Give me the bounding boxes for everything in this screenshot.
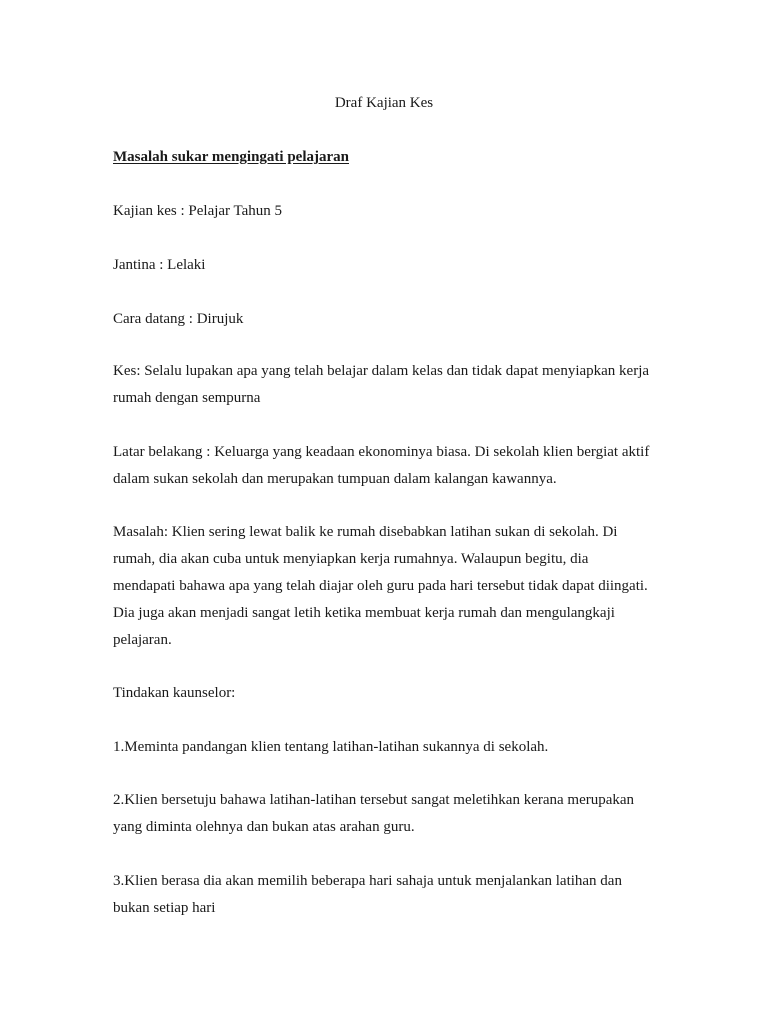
problem-line-2: rumah, dia akan cuba untuk menyiapkan kerja rumahnya. Walaupun begitu, dia (113, 551, 589, 567)
problem-line-5: pelajaran. (113, 632, 172, 648)
action-3-line-2: bukan setiap hari (113, 900, 216, 916)
document-title: Draf Kajian Kes (334, 95, 434, 111)
action-3-line-1: 3.Klien berasa dia akan memilih beberapa hari sahaja untuk menjalankan latihan dan (113, 873, 622, 889)
actions-heading: Tindakan kaunselor: (113, 685, 236, 701)
background-line-1: Latar belakang : Keluarga yang keadaan ekonominya biasa. Di sekolah klien bergiat aktif (113, 444, 650, 460)
background-line-2: dalam sukan sekolah dan merupakan tumpuan dalam kalangan kawannya. (113, 471, 557, 487)
action-2-line-2: yang diminta olehnya dan bukan atas arahan guru. (113, 819, 415, 835)
action-2-line-1: 2.Klien bersetuju bahawa latihan-latihan tersebut sangat meletihkan kerana merupakan (113, 792, 635, 808)
case-line-1: Kes: Selalu lupakan apa yang telah belajar dalam kelas dan tidak dapat menyiapkan kerja (113, 363, 650, 379)
section-heading: Masalah sukar mengingati pelajaran (113, 149, 349, 165)
gender-line: Jantina : Lelaki (113, 257, 206, 273)
referral-line: Cara datang : Dirujuk (113, 311, 244, 327)
case-study-line: Kajian kes : Pelajar Tahun 5 (113, 203, 283, 219)
problem-line-1: Masalah: Klien sering lewat balik ke rumah disebabkan latihan sukan di sekolah. Di (113, 524, 618, 540)
case-line-2: rumah dengan sempurna (113, 390, 261, 406)
action-1: 1.Meminta pandangan klien tentang latihan-latihan sukannya di sekolah. (113, 739, 549, 755)
problem-line-4: Dia juga akan menjadi sangat letih ketika membuat kerja rumah dan mengulangkaji (113, 605, 615, 621)
problem-line-3: mendapati bahawa apa yang telah diajar oleh guru pada hari tersebut tidak dapat diingati. (113, 578, 648, 594)
